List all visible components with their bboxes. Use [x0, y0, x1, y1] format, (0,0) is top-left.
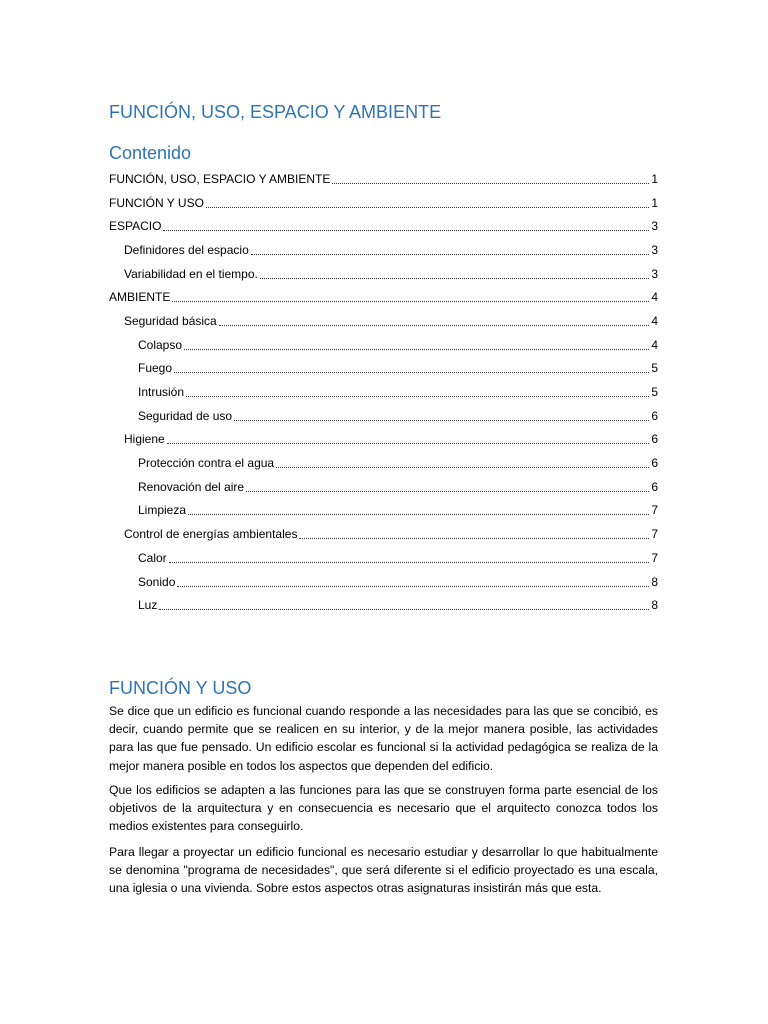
toc-entry-page-number: 7	[651, 503, 658, 518]
toc-entry[interactable]	[109, 333, 658, 357]
toc-leader-dots	[188, 504, 649, 516]
toc-heading: Contenido	[109, 143, 192, 163]
toc-entry-page-number: 7	[651, 527, 658, 542]
toc-entry-page-number: 5	[651, 385, 658, 400]
toc-entry-page-number: 7	[651, 550, 658, 565]
toc-leader-dots	[299, 528, 649, 540]
toc-leader-dots	[167, 433, 650, 445]
toc-entry-page-number: 3	[651, 242, 658, 257]
toc-entry-page-number: 4	[651, 290, 658, 305]
toc-entry-label: Higiene	[124, 432, 165, 447]
toc-leader-dots	[260, 268, 649, 280]
toc-entry[interactable]	[109, 428, 658, 452]
toc-leader-dots	[177, 576, 649, 588]
toc-leader-dots	[206, 197, 649, 209]
toc-entry[interactable]	[109, 167, 658, 191]
toc-entry[interactable]	[109, 262, 658, 286]
toc-leader-dots	[276, 457, 649, 469]
paragraph: Para llegar a proyectar un edificio funcional es necesario estudiar y desarrollar lo que habitualmente se denomina "programa de necesidades", que será diferente si el edificio proyectado es una escala, una iglesia o una vivienda. Sobre estos aspectos otras asignaturas insistirán más que esta.	[109, 845, 658, 896]
toc-entry-page-number: 1	[651, 171, 658, 186]
toc-entry-label: Luz	[138, 598, 158, 613]
toc-leader-dots	[174, 362, 649, 374]
toc-entry-label: ESPACIO	[109, 219, 162, 234]
toc-entry-page-number: 4	[651, 313, 658, 328]
toc-entry[interactable]	[109, 191, 658, 215]
toc-entry-label: Renovación del aire	[138, 479, 245, 494]
toc-entry-page-number: 8	[651, 574, 658, 589]
paragraph: Se dice que un edificio es funcional cuando responde a las necesidades para las que se concibió, es decir, cuando permite que se realicen en su interior, y de la mejor manera posible, las actividades para las que fue pensado. Un edificio escolar es funcional si la actividad pedagógica se realiza de la mejor manera posible en todos los aspectos que dependen del edificio.	[109, 704, 658, 773]
toc-entry-label: Definidores del espacio	[124, 242, 249, 257]
toc-leader-dots	[234, 410, 649, 422]
toc-entry-page-number: 3	[651, 219, 658, 234]
toc-entry-page-number: 4	[651, 337, 658, 352]
toc-entry-label: FUNCIÓN Y USO	[109, 195, 204, 210]
toc-entry[interactable]	[109, 380, 658, 404]
toc-entry-page-number: 6	[651, 432, 658, 447]
toc-leader-dots	[219, 315, 650, 327]
toc-entry-label: Colapso	[138, 337, 183, 352]
toc-entry[interactable]	[109, 593, 658, 617]
toc-entry[interactable]	[109, 285, 658, 309]
toc-leader-dots	[332, 173, 649, 185]
document-title: FUNCIÓN, USO, ESPACIO Y AMBIENTE	[109, 102, 442, 122]
toc-leader-dots	[169, 552, 650, 564]
toc-leader-dots	[186, 386, 649, 398]
toc-entry-label: Fuego	[138, 361, 173, 376]
toc-leader-dots	[246, 481, 649, 493]
toc-entry-label: Seguridad básica	[124, 313, 217, 328]
toc-entry-page-number: 6	[651, 456, 658, 471]
toc-entry[interactable]	[109, 214, 658, 238]
toc-leader-dots	[159, 599, 649, 611]
toc-entry[interactable]	[109, 404, 658, 428]
toc-entry-label: AMBIENTE	[109, 290, 171, 305]
toc-entry[interactable]	[109, 499, 658, 523]
toc-entry-label: Limpieza	[138, 503, 187, 518]
toc-leader-dots	[163, 220, 649, 232]
toc-entry-label: Protección contra el agua	[138, 456, 275, 471]
toc-leader-dots	[172, 291, 649, 303]
toc-entry[interactable]	[109, 357, 658, 381]
toc-entry[interactable]	[109, 451, 658, 475]
toc-entry[interactable]	[109, 238, 658, 262]
toc-entry-label: Seguridad de uso	[138, 408, 233, 423]
toc-entry-page-number: 6	[651, 408, 658, 423]
toc-entry[interactable]	[109, 546, 658, 570]
toc-entry-label: Intrusión	[138, 385, 185, 400]
toc-entry-label: Calor	[138, 550, 167, 565]
toc-entry-page-number: 3	[651, 266, 658, 281]
toc-entry[interactable]	[109, 475, 658, 499]
toc-entry-label: FUNCIÓN, USO, ESPACIO Y AMBIENTE	[109, 171, 331, 186]
toc-leader-dots	[184, 339, 649, 351]
toc-entry[interactable]	[109, 309, 658, 333]
toc-entry-page-number: 1	[651, 195, 658, 210]
toc-entry[interactable]	[109, 522, 658, 546]
paragraph: Que los edificios se adapten a las funciones para las que se construyen forma parte esencial de los objetivos de la arquitectura y en consecuencia es necesario que el arquitecto conozca todos los medios existentes para conseguirlo.	[109, 783, 658, 834]
table-of-contents	[109, 167, 658, 617]
toc-entry[interactable]	[109, 570, 658, 594]
toc-leader-dots	[251, 244, 650, 256]
toc-entry-label: Sonido	[138, 574, 176, 589]
toc-entry-label: Control de energías ambientales	[124, 527, 298, 542]
toc-entry-page-number: 6	[651, 479, 658, 494]
toc-entry-label: Variabilidad en el tiempo.	[124, 266, 258, 281]
section-heading: FUNCIÓN Y USO	[109, 678, 252, 698]
toc-entry-page-number: 5	[651, 361, 658, 376]
toc-entry-page-number: 8	[651, 598, 658, 613]
